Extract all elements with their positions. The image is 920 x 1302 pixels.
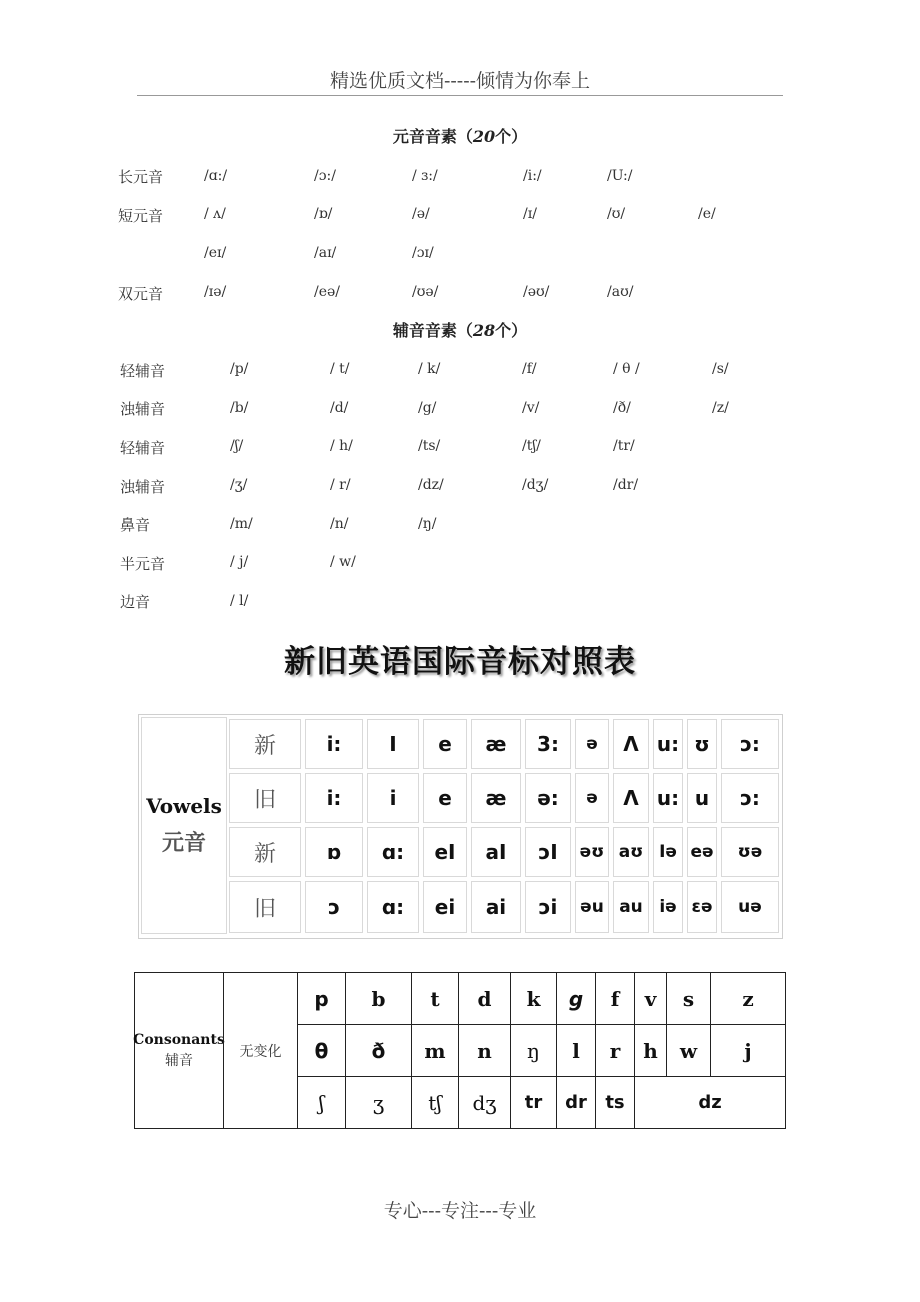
phoneme: /d/ (330, 400, 349, 416)
consonant-cell: n (458, 1024, 511, 1077)
vowel-section-title: 元音音素（20个） (392, 127, 528, 146)
consonant-cell: d (458, 972, 511, 1025)
consonant-cell: ʃ (297, 1076, 346, 1129)
row-label: 双元音 (118, 285, 164, 303)
phoneme: / θ / (613, 361, 640, 377)
phoneme: /dʒ/ (522, 477, 549, 493)
row-kind-old: 旧 (229, 881, 301, 933)
phoneme-cell: eI (423, 827, 467, 877)
phoneme: /tʃ/ (522, 438, 541, 454)
phoneme-cell: ɛə (687, 881, 717, 933)
phoneme-cell: u (687, 773, 717, 823)
row-label: 轻辅音 (120, 362, 166, 380)
consonant-cell: tr (510, 1076, 557, 1129)
chart-title: 新旧英语国际音标对照表 (284, 644, 636, 680)
phoneme: /U:/ (607, 168, 633, 184)
phoneme-cell: aI (471, 827, 521, 877)
phoneme: /ts/ (418, 438, 441, 454)
consonant-cell: dr (556, 1076, 596, 1129)
consonant-cell: l (556, 1024, 596, 1077)
phoneme-cell: əu (575, 881, 609, 933)
consonants-table (134, 972, 786, 1129)
consonant-cell: s (666, 972, 711, 1025)
phoneme-cell: ɑ: (367, 881, 419, 933)
consonant-cell: m (411, 1024, 459, 1077)
consonant-cell: g (556, 972, 596, 1025)
phoneme: /eə/ (314, 284, 341, 300)
phoneme-cell: 3: (525, 719, 571, 769)
phoneme-cell: aʊ (613, 827, 649, 877)
phoneme-cell: ɔi (525, 881, 571, 933)
phoneme: /tr/ (613, 438, 635, 454)
phoneme-cell: ɔ: (721, 719, 779, 769)
phoneme-cell: i (367, 773, 419, 823)
phoneme-cell: e (423, 719, 467, 769)
row-label: 浊辅音 (120, 400, 166, 418)
phoneme-cell: æ (471, 719, 521, 769)
consonant-section-title: 辅音音素（28个） (392, 321, 528, 340)
phoneme-cell: u: (653, 773, 683, 823)
consonant-cell: dz (634, 1076, 786, 1129)
phoneme: /ŋ/ (418, 516, 437, 532)
consonant-cell: tʃ (411, 1076, 459, 1129)
phoneme: /b/ (230, 400, 249, 416)
row-kind-new: 新 (229, 719, 301, 769)
header-divider (137, 95, 783, 96)
consonant-cell: j (710, 1024, 786, 1077)
row-label: 浊辅音 (120, 478, 166, 496)
phoneme-cell: ə (575, 773, 609, 823)
vowels-zh-label: 元音 (161, 830, 206, 856)
row-label: 轻辅音 (120, 439, 166, 457)
phoneme: /ʊə/ (412, 284, 439, 300)
consonants-zh-label: 辅音 (165, 1052, 193, 1069)
consonant-cell: ts (595, 1076, 635, 1129)
phoneme: /ɪə/ (204, 284, 227, 300)
phoneme: /ɔ:/ (314, 168, 336, 184)
row-kind-old: 旧 (229, 773, 301, 823)
phoneme: /eɪ/ (204, 245, 227, 261)
consonant-cell: w (666, 1024, 711, 1077)
phoneme-cell: ʊ (687, 719, 717, 769)
consonant-cell: r (595, 1024, 635, 1077)
phoneme-cell: I (367, 719, 419, 769)
phoneme-cell: ɔ: (721, 773, 779, 823)
phoneme-cell: i: (305, 719, 363, 769)
phoneme: /i:/ (523, 168, 542, 184)
vowels-en-label: Vowels (146, 794, 222, 818)
phoneme-cell: əʊ (575, 827, 609, 877)
consonant-cell: dʒ (458, 1076, 511, 1129)
page-header: 精选优质文档-----倾情为你奉上 (329, 70, 591, 92)
phoneme: /g/ (418, 400, 437, 416)
consonant-cell: ŋ (510, 1024, 557, 1077)
consonant-cell: f (595, 972, 635, 1025)
phoneme: /aɪ/ (314, 245, 337, 261)
phoneme: / t/ (330, 361, 350, 377)
phoneme-cell: ei (423, 881, 467, 933)
phoneme: /ʃ/ (230, 438, 244, 454)
phoneme-cell: i: (305, 773, 363, 823)
phoneme: /z/ (712, 400, 729, 416)
phoneme: /aʊ/ (607, 284, 634, 300)
phoneme: /s/ (712, 361, 729, 377)
phoneme: /m/ (230, 516, 253, 532)
phoneme-cell: ɔ (305, 881, 363, 933)
phoneme: /ɔɪ/ (412, 245, 434, 261)
phoneme: / h/ (330, 438, 353, 454)
row-kind-new: 新 (229, 827, 301, 877)
phoneme: /ʊ/ (607, 206, 626, 222)
phoneme: /dr/ (613, 477, 639, 493)
phoneme-cell: eə (687, 827, 717, 877)
phoneme-cell: Λ (613, 719, 649, 769)
phoneme-cell: ə (575, 719, 609, 769)
phoneme: /ɑ:/ (204, 168, 228, 184)
phoneme-cell: ɑ: (367, 827, 419, 877)
phoneme-cell: e (423, 773, 467, 823)
phoneme: / w/ (330, 554, 356, 570)
phoneme-cell: Λ (613, 773, 649, 823)
phoneme: /ð/ (613, 400, 631, 416)
page-footer: 专心---专注---专业 (383, 1200, 537, 1222)
phoneme-cell: au (613, 881, 649, 933)
consonant-cell: θ (297, 1024, 346, 1077)
phoneme-cell: Iə (653, 827, 683, 877)
no-change-cell: 无变化 (223, 972, 298, 1129)
vowels-header-cell (141, 717, 227, 934)
phoneme-cell: ʊə (721, 827, 779, 877)
phoneme: / ʌ/ (204, 206, 226, 222)
consonant-cell: b (345, 972, 412, 1025)
phoneme: /ʒ/ (230, 477, 248, 493)
consonant-cell: h (634, 1024, 667, 1077)
phoneme: / l/ (230, 593, 249, 609)
phoneme: / k/ (418, 361, 441, 377)
consonant-cell: t (411, 972, 459, 1025)
phoneme-cell: iə (653, 881, 683, 933)
phoneme: /ə/ (412, 206, 430, 222)
phoneme: /ɒ/ (314, 206, 333, 222)
phoneme: /ɪ/ (523, 206, 537, 222)
phoneme-cell: æ (471, 773, 521, 823)
consonant-cell: p (297, 972, 346, 1025)
row-label: 边音 (120, 593, 151, 611)
phoneme: /p/ (230, 361, 249, 377)
phoneme-cell: u: (653, 719, 683, 769)
phoneme-cell: ɔI (525, 827, 571, 877)
consonant-cell: z (710, 972, 786, 1025)
phoneme: / j/ (230, 554, 249, 570)
phoneme: /əʊ/ (523, 284, 550, 300)
row-label: 半元音 (120, 555, 166, 573)
phoneme-cell: ai (471, 881, 521, 933)
consonant-cell: ʒ (345, 1076, 412, 1129)
phoneme-cell: ɒ (305, 827, 363, 877)
consonants-en-label: Consonants (133, 1031, 225, 1048)
phoneme: /n/ (330, 516, 349, 532)
phoneme: /e/ (698, 206, 716, 222)
phoneme: / ɜ:/ (412, 168, 438, 184)
consonant-cell: k (510, 972, 557, 1025)
row-label: 鼻音 (120, 516, 151, 534)
phoneme: /v/ (522, 400, 540, 416)
consonants-header-cell (134, 972, 224, 1129)
row-label: 长元音 (118, 168, 164, 186)
consonant-cell: ð (345, 1024, 412, 1077)
phoneme: / r/ (330, 477, 351, 493)
phoneme: /dz/ (418, 477, 444, 493)
consonant-cell: v (634, 972, 667, 1025)
phoneme-cell: ə: (525, 773, 571, 823)
row-label: 短元音 (118, 207, 164, 225)
vowels-table (138, 714, 783, 939)
phoneme: /f/ (522, 361, 537, 377)
phoneme-cell: uə (721, 881, 779, 933)
